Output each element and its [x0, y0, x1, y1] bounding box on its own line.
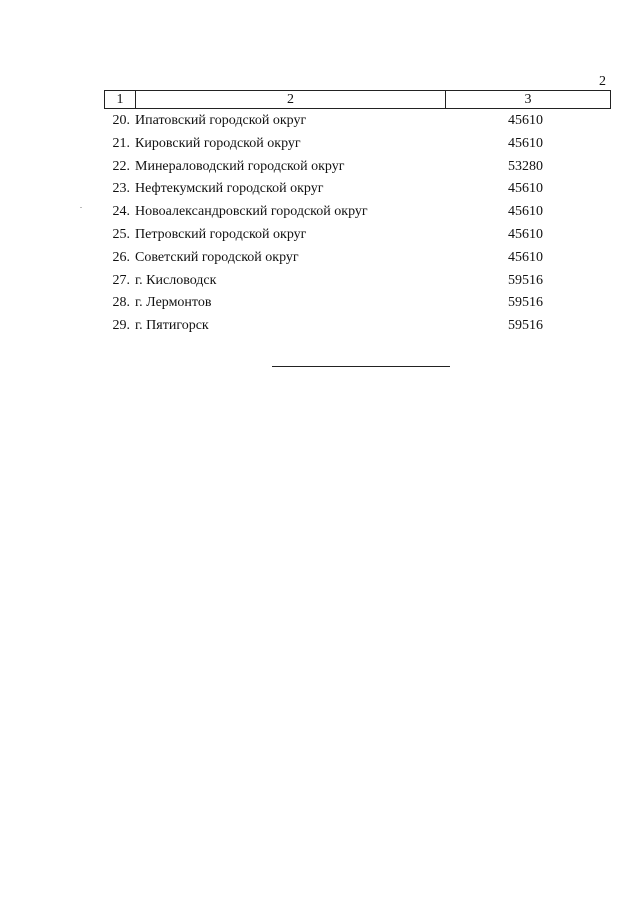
row-number: 24.	[112, 204, 130, 220]
row-number: 29.	[112, 318, 130, 334]
table-row	[104, 271, 611, 294]
row-name: г. Лермонтов	[135, 295, 212, 311]
row-name: Новоалександровский городской округ	[135, 204, 368, 220]
row-value: 53280	[508, 158, 543, 174]
row-value: 59516	[508, 295, 543, 311]
row-name: Нефтекумский городской округ	[135, 181, 324, 197]
table-body	[104, 111, 611, 339]
row-value: 45610	[508, 135, 543, 151]
table-header	[104, 90, 611, 109]
scan-speck	[80, 207, 82, 208]
row-number: 22.	[112, 158, 130, 174]
table-row	[104, 202, 611, 225]
row-name: Петровский городской округ	[135, 226, 307, 242]
row-name: Минераловодский городской округ	[135, 158, 345, 174]
row-name: г. Пятигорск	[135, 318, 209, 334]
row-value: 45610	[508, 204, 543, 220]
closing-rule	[272, 366, 450, 367]
table-row	[104, 248, 611, 271]
row-value: 45610	[508, 249, 543, 265]
row-name: Советский городской округ	[135, 249, 299, 265]
column-header-1: 1	[116, 92, 124, 107]
table-row	[104, 134, 611, 157]
row-value: 45610	[508, 113, 543, 128]
row-value: 45610	[508, 226, 543, 242]
table-row	[104, 179, 611, 202]
row-number: 26.	[112, 249, 130, 265]
row-number: 25.	[112, 226, 130, 242]
row-number: 28.	[112, 295, 130, 311]
row-number: 21.	[112, 135, 130, 151]
page-number: 2	[599, 74, 606, 89]
table-row	[104, 111, 611, 134]
row-value: 45610	[508, 181, 543, 197]
row-name: Кировский городской округ	[135, 135, 301, 151]
row-number: 23.	[112, 181, 130, 197]
table-row	[104, 316, 611, 339]
table-row	[104, 293, 611, 316]
row-name: Ипатовский городской округ	[135, 113, 307, 128]
row-value: 59516	[508, 272, 543, 288]
row-number: 27.	[112, 272, 130, 288]
table-row	[104, 157, 611, 180]
row-number: 20.	[112, 113, 130, 128]
table-row	[104, 225, 611, 248]
row-value: 59516	[508, 318, 543, 334]
row-name: г. Кисловодск	[135, 272, 217, 288]
column-header-3: 3	[445, 91, 610, 108]
column-header-2: 2	[135, 91, 445, 108]
